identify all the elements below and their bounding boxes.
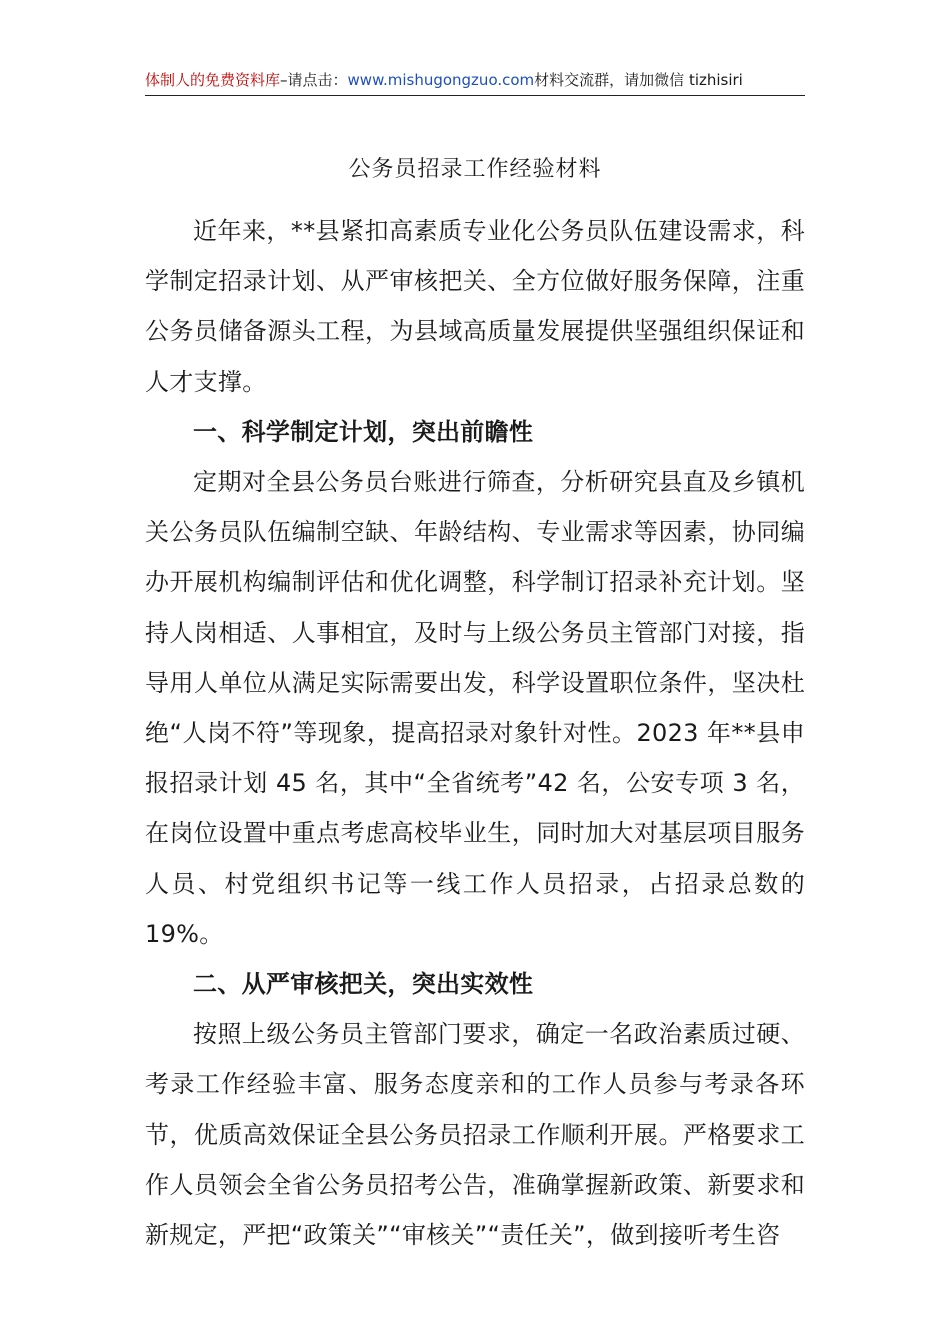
page-header (145, 66, 805, 94)
document-title: 公务员招录工作经验材料 (348, 157, 602, 182)
header-prompt: –请点击： (280, 71, 348, 89)
header-url-link[interactable]: www.mishugongzuo.com (347, 71, 535, 89)
document-body (145, 206, 805, 1260)
paragraph-intro: 近年来，**县紧扣高素质专业化公务员队伍建设需求，科学制定招录计划、从严审核把关、全方位做好服务保障，注重公务员储备源头工程，为县域高质量发展提供坚强组织保证和人才支撑。 (145, 217, 805, 396)
header-contact: 材料交流群，请加微信 tizhisiri (534, 71, 743, 89)
paragraph-section-1: 定期对全县公务员台账进行筛查，分析研究县直及乡镇机关公务员队伍编制空缺、年龄结构、专业需求等因素，协同编办开展机构编制评估和优化调整，科学制订招录补充计划。坚持人岗相适、人事相宜，及时与上级公务员主管部门对接，指导用人单位从满足实际需要出发，科学设置职位条件，坚决杜绝“人岗不符”等现象，提高招录对象针对性。2023 年**县申报招录计划 45 名，其中“全省统考”42 名，公安专项 3 名，在岗位设置中重点考虑高校毕业生，同时加大对基层项目服务人员、村党组织书记等一线工作人员招录，占招录总数的 19%。 (145, 468, 805, 948)
section-heading-1: 一、科学制定计划，突出前瞻性 (193, 417, 534, 446)
paragraph-section-2: 按照上级公务员主管部门要求，确定一名政治素质过硬、考录工作经验丰富、服务态度亲和的工作人员参与考录各环节，优质高效保证全县公务员招录工作顺利开展。严格要求工作人员领会全省公务员招考公告，准确掌握新政策、新要求和新规定，严把“政策关”“审核关”“责任关”，做到接听考生咨 (145, 1020, 805, 1250)
header-brand: 体制人的免费资料库 (145, 71, 281, 89)
header-divider (145, 95, 805, 96)
section-heading-2: 二、从严审核把关，突出实效性 (193, 970, 534, 999)
